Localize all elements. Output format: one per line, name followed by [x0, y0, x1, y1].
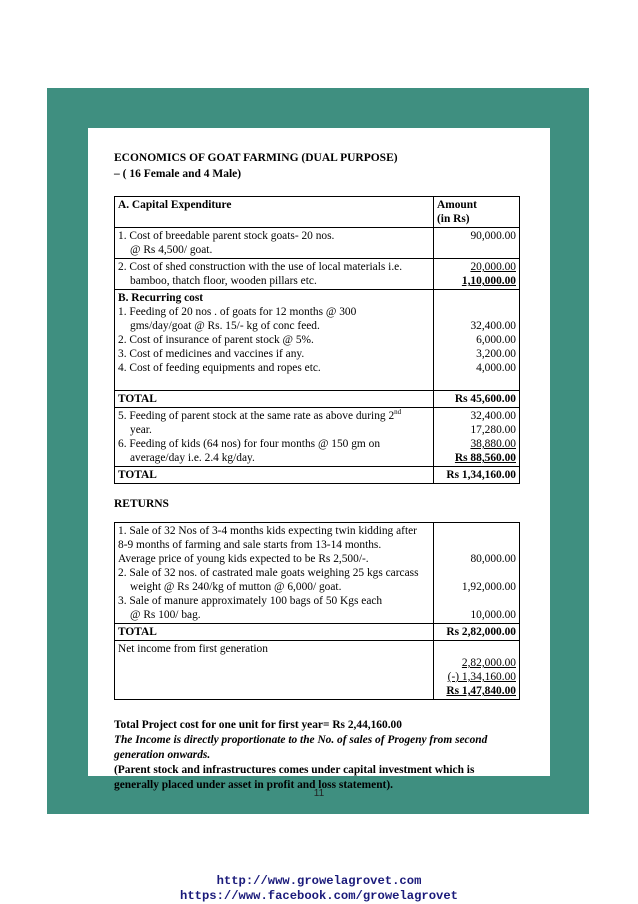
capital-subtotal: 1,10,000.00 [461, 275, 516, 287]
document-page [88, 128, 550, 791]
table-row: 1. Sale of 32 Nos of 3-4 months kids expecting twin kidding after 8-9 months of farming and sale starts from 13-14 months. Average price of young kids expected to be Rs 2,500/-. 2. Sale of 32 nos. of castrated male goats weighing 25 kgs carcass weight @ Rs 240/kg of mutton @ 6,000/ goat. 3. Sale of manure approximately 100 bags of 50 Kgs each @ Rs 100/ bag. 80,000.00 1,92,000.00 10,000.00 [115, 523, 520, 624]
facebook-link[interactable]: https://www.facebook.com/growelagrovet [180, 889, 458, 903]
recurring-subtotal: Rs 88,560.00 [454, 452, 516, 464]
returns-heading: RETURNS [114, 498, 169, 510]
footer-links [0, 874, 638, 904]
title-line-1: ECONOMICS OF GOAT FARMING (DUAL PURPOSE) [114, 152, 398, 164]
title-line-2: – ( 16 Female and 4 Male) [114, 168, 242, 180]
income-note: The Income is directly proportionate to the No. of sales of Progeny from second generation onwards. [114, 734, 488, 761]
document-content [114, 150, 520, 793]
page-number: 11 [313, 788, 325, 799]
recurring-total: Rs 45,600.00 [434, 391, 520, 408]
table-row: B. Recurring cost 1. Feeding of 20 nos . of goats for 12 months @ 300 gms/day/goat @ Rs. 15/- kg of conc feed. 2. Cost of insurance of parent stock @ 5%. 3. Cost of medicines and vaccines if any. 4. Cost of feeding equipments and ropes etc. 32,400.00 6,000.00 3,200.00 4,000.00 [115, 290, 520, 391]
table-row: 5. Feeding of parent stock at the same rate as above during 2nd year. 6. Feeding of kids (64 nos) for four months @ 150 gm on average/day i.e. 2.4 kg/day. 32,400.00 17,280.00 38,880.00 Rs 88,560.00 [115, 408, 520, 467]
returns-total: Rs 2,82,000.00 [434, 624, 520, 641]
capital-header: A. Capital Expenditure [115, 197, 434, 228]
document-title [114, 150, 520, 182]
website-link[interactable]: http://www.growelagrovet.com [216, 874, 422, 888]
table-row: TOTAL Rs 45,600.00 [115, 391, 520, 408]
table-row: TOTAL Rs 1,34,160.00 [115, 467, 520, 484]
asset-note: (Parent stock and infrastructures comes under capital investment which is generally placed under asset in profit and loss statement). [114, 764, 475, 791]
table-row: 1. Cost of breedable parent stock goats- 20 nos. @ Rs 4,500/ goat. 90,000.00 [115, 228, 520, 259]
notes [114, 718, 520, 793]
table-row: Net income from first generation 2,82,000.00 (-) 1,34,160.00 Rs 1,47,840.00 [115, 641, 520, 700]
table-row: TOTAL Rs 2,82,000.00 [115, 624, 520, 641]
expenditure-table [114, 196, 520, 484]
recurring-header: B. Recurring cost [118, 292, 204, 304]
grand-total: Rs 1,34,160.00 [434, 467, 520, 484]
table-row: 2. Cost of shed construction with the use of local materials i.e. bamboo, thatch floor, wooden pillars etc. 20,000.00 1,10,000.00 [115, 259, 520, 290]
amount-header: Amount (in Rs) [434, 197, 520, 228]
table-header-row [115, 197, 520, 228]
project-cost-note: Total Project cost for one unit for first year= Rs 2,44,160.00 [114, 719, 402, 731]
returns-table [114, 522, 520, 700]
net-income: Rs 1,47,840.00 [446, 685, 516, 697]
